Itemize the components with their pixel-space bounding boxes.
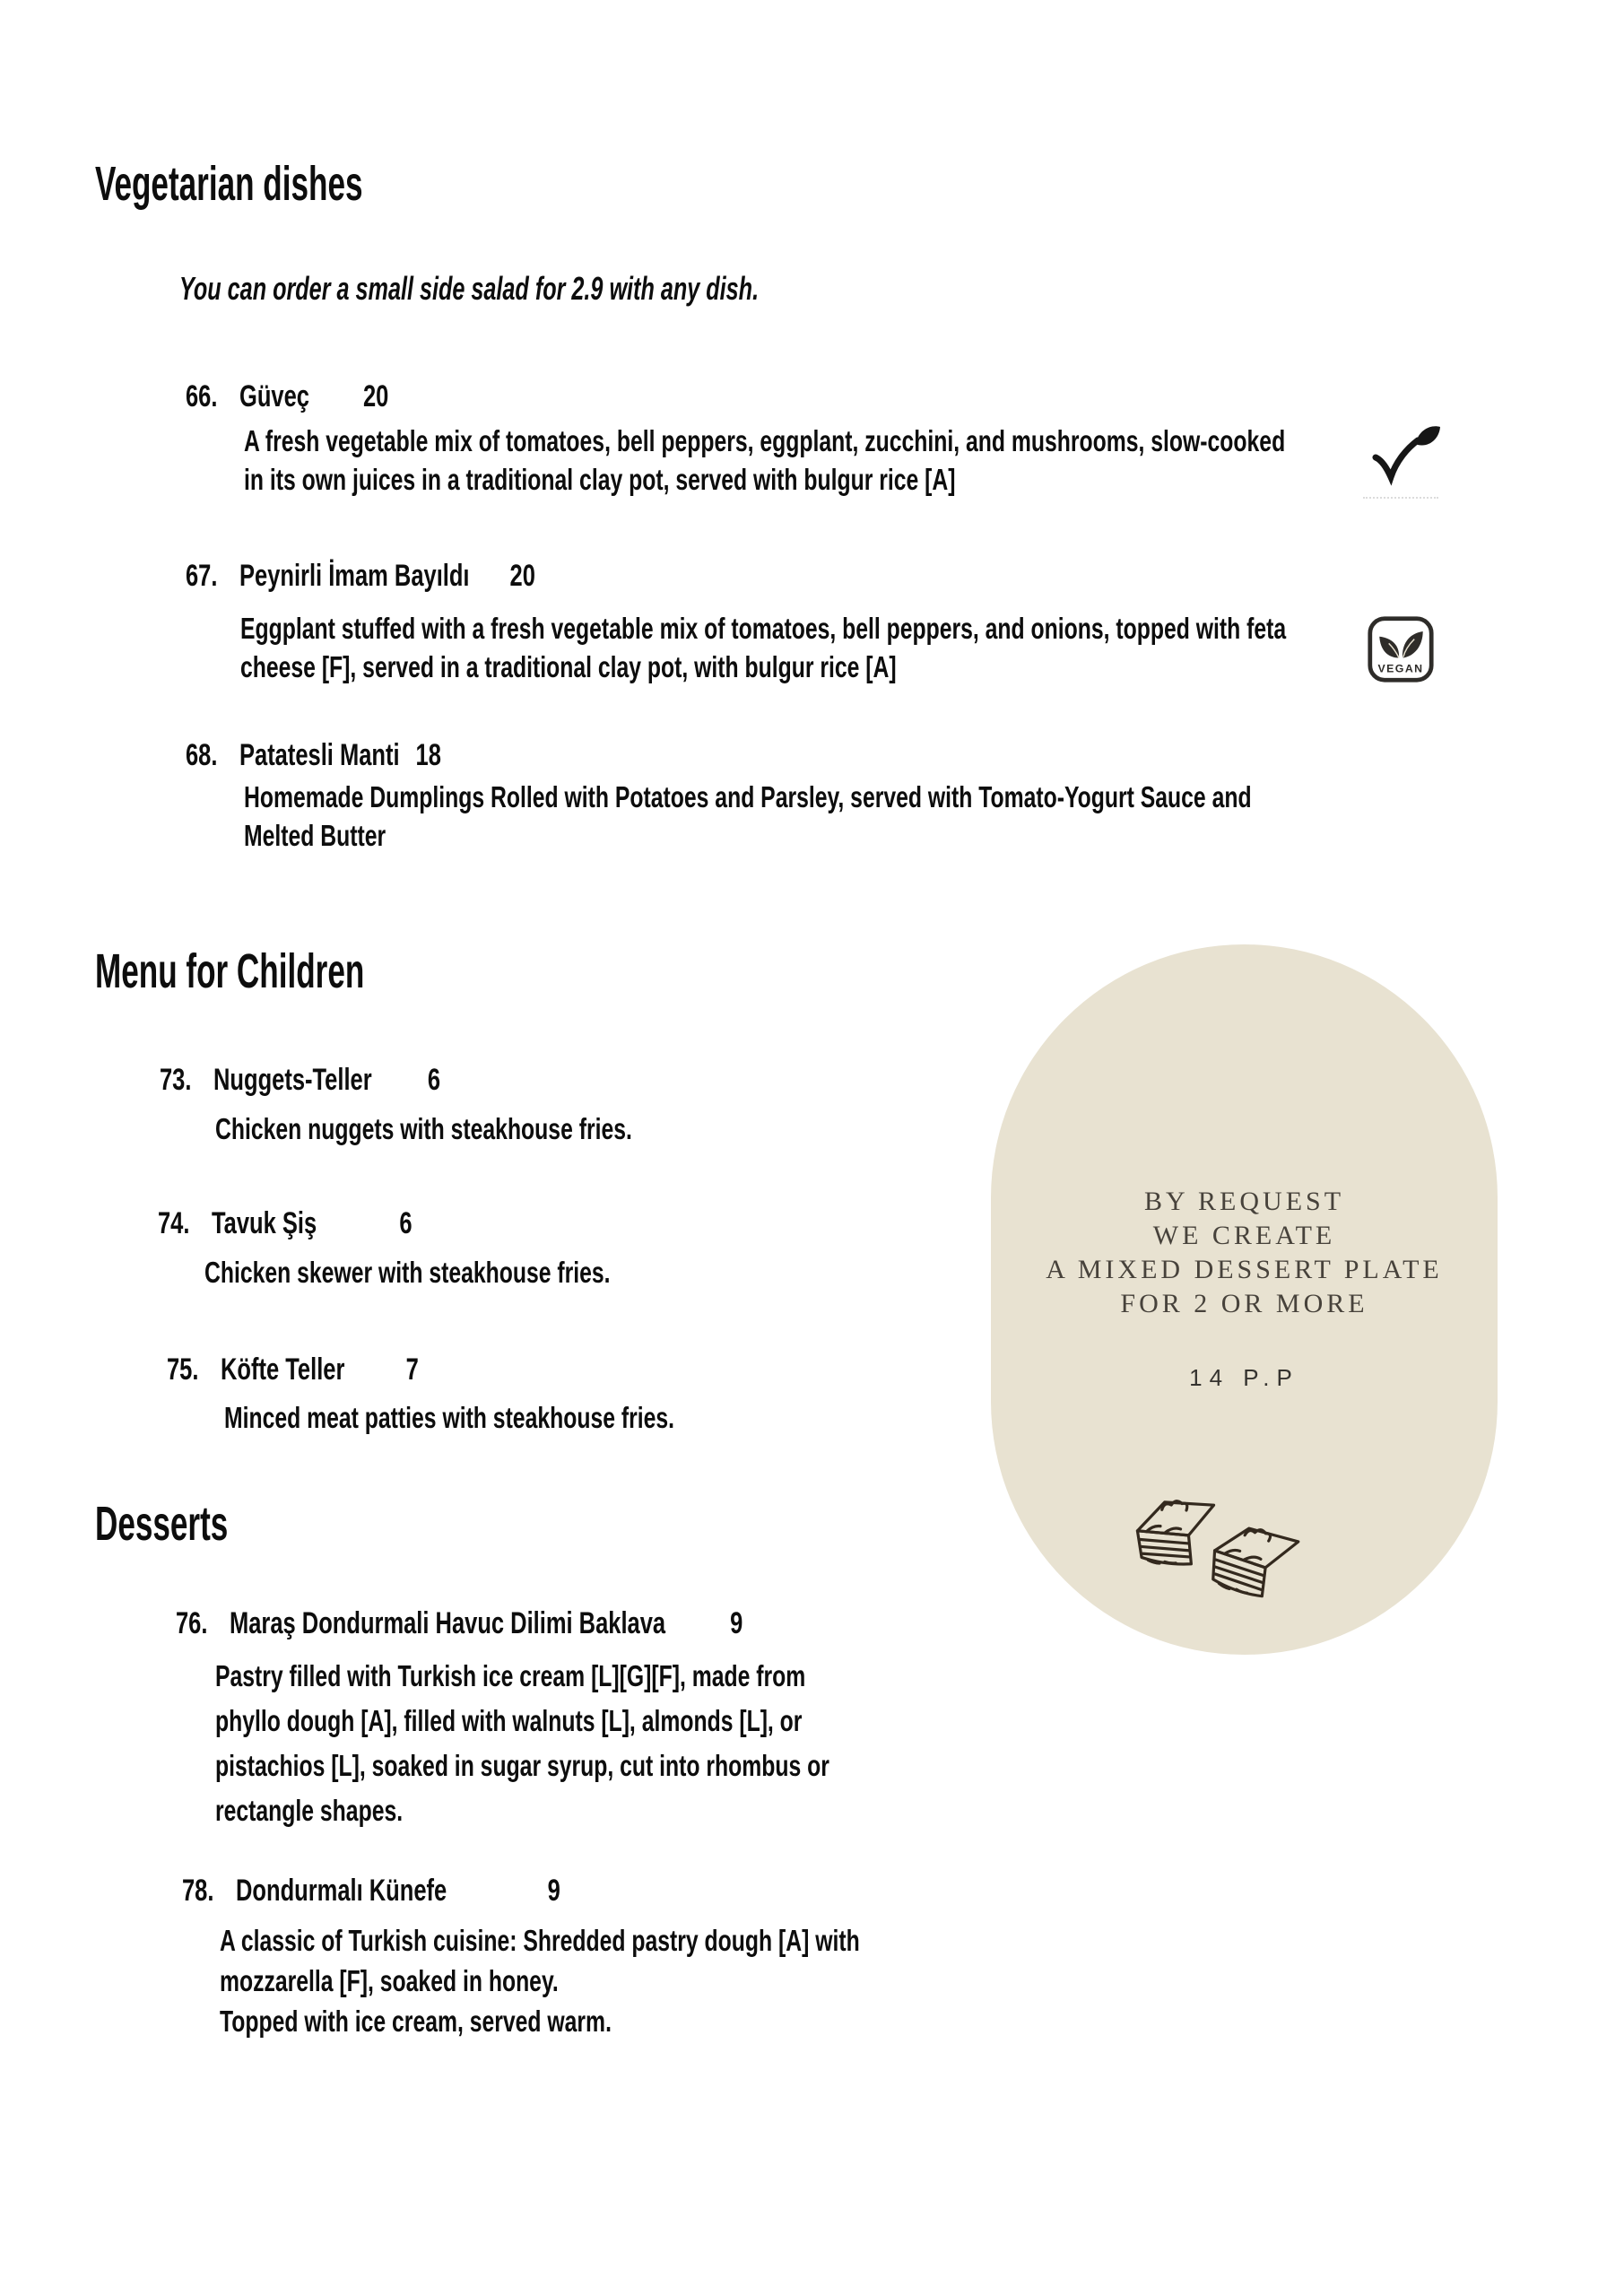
item-number: 66.	[186, 379, 218, 413]
item-name: Peynirli İmam Bayıldı	[239, 559, 470, 593]
menu-item-title	[186, 739, 441, 771]
menu-item-title	[186, 560, 535, 592]
leaf-check-icon	[1367, 423, 1442, 496]
item-description: Chicken nuggets with steakhouse fries.	[215, 1112, 632, 1145]
item-number: 76.	[176, 1606, 208, 1640]
section-heading-children: Menu for Children	[95, 944, 365, 998]
item-description: A fresh vegetable mix of tomatoes, bell peppers, eggplant, zucchini, and mushrooms, slow-cooked in its own juices in a traditional clay pot, served with bulgur rice [A]	[244, 424, 1286, 496]
menu-item-title	[158, 1207, 413, 1239]
item-number: 67.	[186, 559, 218, 593]
item-number: 75.	[167, 1352, 199, 1387]
menu-item-title	[160, 1064, 440, 1096]
item-name: Patatesli Manti	[239, 738, 400, 772]
item-number: 78.	[182, 1874, 214, 1908]
item-price: 6	[399, 1206, 413, 1240]
item-number: 73.	[160, 1063, 192, 1097]
item-price: 20	[509, 559, 535, 593]
vegan-badge-label: VEGAN	[1377, 662, 1424, 675]
item-number: 74.	[158, 1206, 190, 1240]
item-description: Chicken skewer with steakhouse fries.	[204, 1256, 611, 1289]
item-name: Dondurmalı Künefe	[236, 1874, 447, 1908]
section-heading-vegetarian: Vegetarian dishes	[95, 157, 363, 211]
item-price: 7	[405, 1352, 419, 1387]
dessert-plate-promo-card	[991, 944, 1498, 1655]
baklava-sketch-icon	[1124, 1475, 1330, 1623]
divider-dotted	[1363, 497, 1438, 499]
section-heading-desserts: Desserts	[95, 1497, 229, 1551]
item-price: 6	[427, 1063, 441, 1097]
item-name: Güveç	[239, 379, 309, 413]
item-name: Nuggets-Teller	[213, 1063, 372, 1097]
vegan-badge-icon	[1367, 615, 1435, 688]
menu-item-title	[182, 1874, 560, 1907]
menu-item-title	[186, 380, 388, 413]
item-name: Tavuk Şiş	[212, 1206, 317, 1240]
menu-item-title	[176, 1607, 743, 1639]
item-description: A classic of Turkish cuisine: Shredded pastry dough [A] with mozzarella [F], soaked in honey. Topped with ice cream, served warm.	[220, 1924, 860, 2038]
item-description: Homemade Dumplings Rolled with Potatoes and Parsley, served with Tomato-Yogurt Sauce and Melted Butter	[244, 780, 1252, 852]
menu-item-title	[167, 1353, 419, 1386]
item-description: Pastry filled with Turkish ice cream [L][G][F], made from phyllo dough [A], filled with walnuts [L], almonds [L], or pistachios [L], soaked in sugar syrup, cut into rhombus or rectangle shapes.	[215, 1659, 829, 1827]
item-description: Minced meat patties with steakhouse fries.	[224, 1401, 675, 1434]
promo-price: 14 P.P	[1189, 1364, 1299, 1391]
side-salad-note: You can order a small side salad for 2.9 with any dish.	[179, 270, 760, 307]
item-description: Eggplant stuffed with a fresh vegetable mix of tomatoes, bell peppers, and onions, topped with feta cheese [F], served in a traditional clay pot, with bulgur rice [A]	[240, 612, 1287, 683]
item-price: 20	[362, 379, 389, 413]
item-price: 18	[415, 738, 441, 772]
item-price: 9	[547, 1874, 560, 1908]
item-number: 68.	[186, 738, 218, 772]
item-name: Maraş Dondurmali Havuc Dilimi Baklava	[230, 1606, 666, 1640]
item-name: Köfte Teller	[221, 1352, 345, 1387]
promo-text: BY REQUEST WE CREATE A MIXED DESSERT PLATE FOR 2 OR MORE	[1046, 1187, 1443, 1318]
item-price: 9	[730, 1606, 743, 1640]
